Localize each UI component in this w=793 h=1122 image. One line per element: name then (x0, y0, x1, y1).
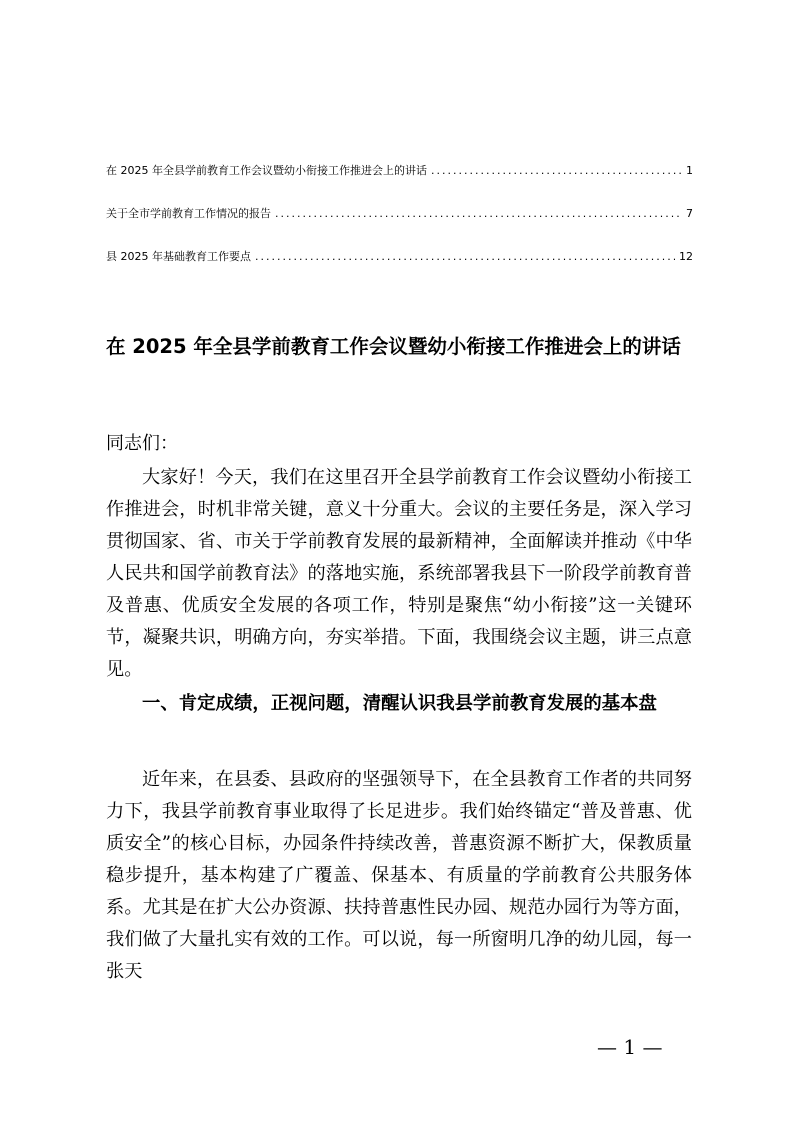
toc-leader-dots (275, 207, 682, 220)
toc-entry-page: 7 (686, 207, 693, 220)
section-heading-1: 一、肯定成绩，正视问题，清醒认识我县学前教育发展的基本盘 (142, 693, 657, 714)
document-title: 在 2025 年全县学前教育工作会议暨幼小衔接工作推进会上的讲话 (106, 335, 681, 358)
toc-entry-title: 在 2025 年全县学前教育工作会议暨幼小衔接工作推进会上的讲话 (106, 164, 427, 177)
toc-entry-page: 1 (686, 164, 693, 177)
opening-paragraph: 大家好！今天，我们在这里召开全县学前教育工作会议暨幼小衔接工作推进会，时机非常关键，意义十分重大。会议的主要任务是，深入学习贯彻国家、省、市关于学前教育发展的最新精神，全面解读并推动《中华人民共和国学前教育法》的落地实施，系统部署我县下一阶段学前教育普及普惠、优质安全发展的各项工作，特别是聚焦“幼小衔接”这一关键环节，凝聚共识，明确方向，夯实举措。下面，我围绕会议主题，讲三点意见。 (106, 467, 692, 680)
toc-entry[interactable] (106, 162, 693, 182)
table-of-contents (106, 162, 693, 291)
toc-entry-page: 12 (679, 250, 693, 263)
section-1-paragraph: 近年来，在县委、县政府的坚强领导下，在全县教育工作者的共同努力下，我县学前教育事业取得了长足进步。我们始终锚定“普及普惠、优质安全”的核心目标，办园条件持续改善，普惠资源不断扩大，保教质量稳步提升，基本构建了广覆盖、保基本、有质量的学前教育公共服务体系。尤其是在扩大公办资源、扶持普惠性民办园、规范办园行为等方面，我们做了大量扎实有效的工作。可以说，每一所窗明几净的幼儿园，每一张天 (106, 769, 692, 982)
toc-entry-title: 关于全市学前教育工作情况的报告 (106, 207, 271, 220)
toc-leader-dots (255, 250, 675, 263)
toc-entry-title: 县 2025 年基础教育工作要点 (106, 250, 251, 263)
toc-leader-dots (431, 164, 682, 177)
toc-entry[interactable] (106, 205, 693, 225)
salutation: 同志们： (106, 433, 178, 454)
page-number: — 1 — (597, 1035, 663, 1059)
toc-entry[interactable] (106, 248, 693, 268)
